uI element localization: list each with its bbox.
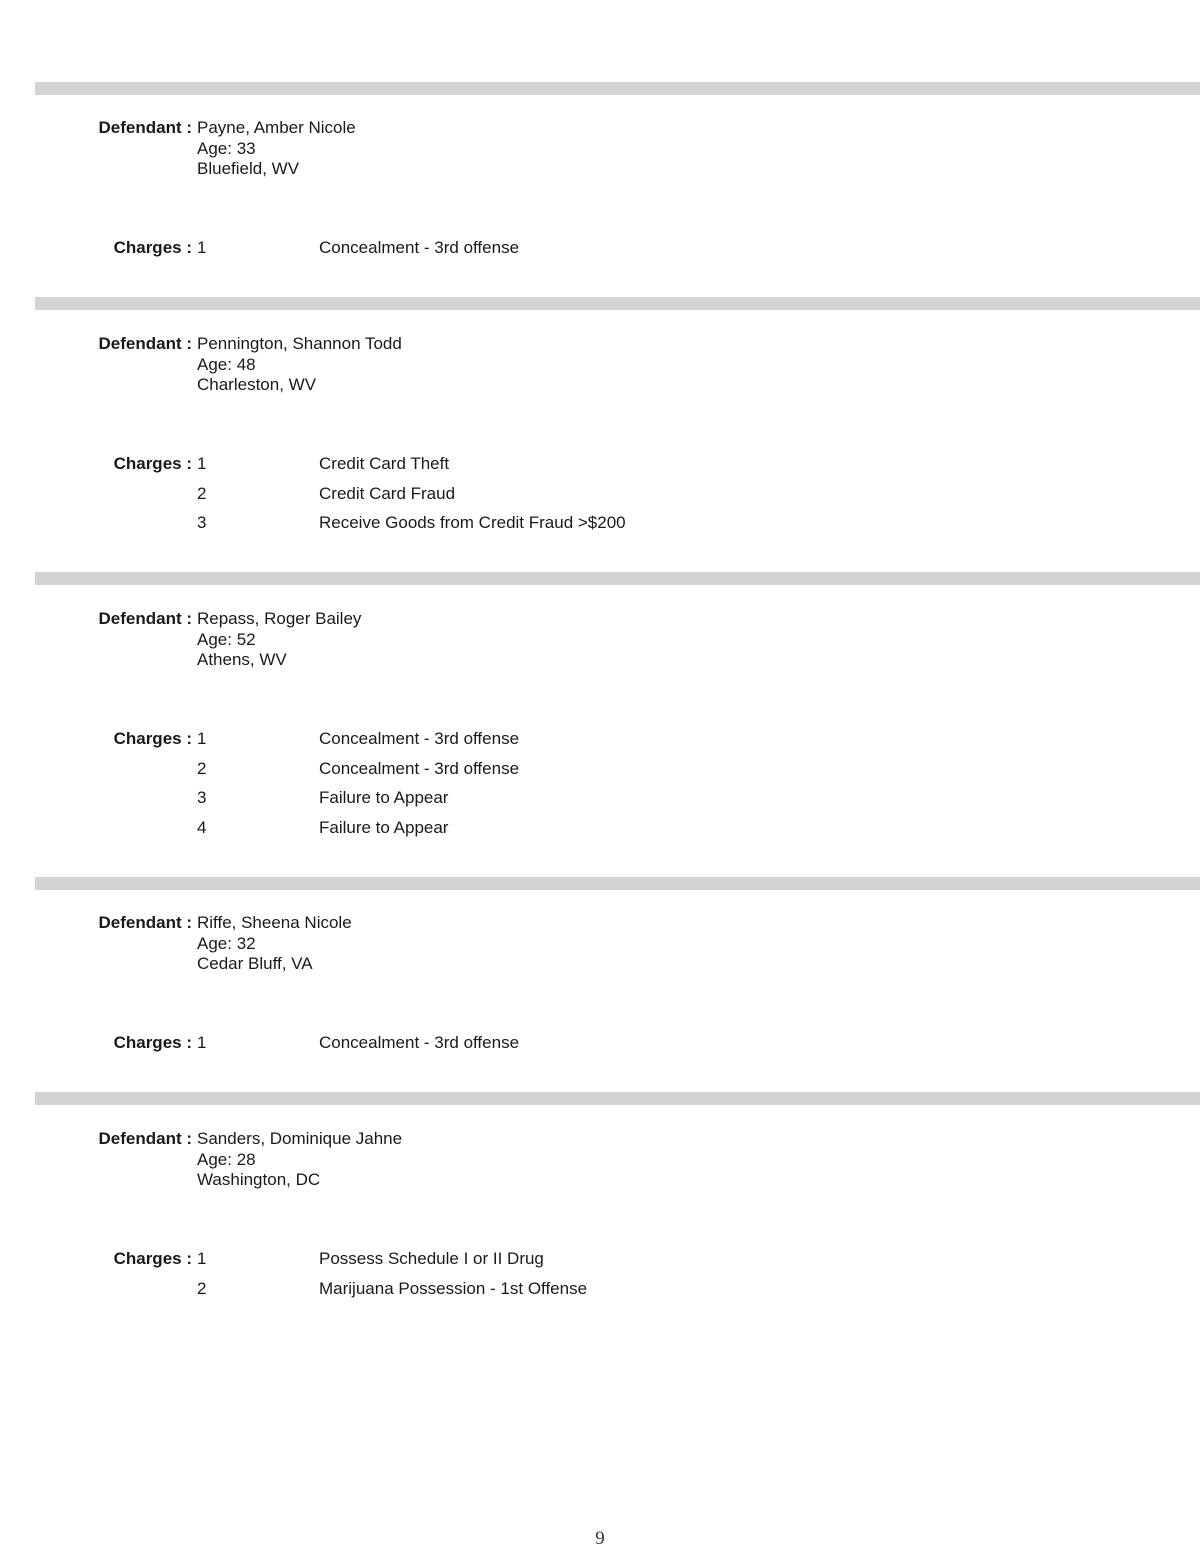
charge-description: Marijuana Possession - 1st Offense	[319, 1279, 588, 1298]
defendant-age: Age: 52	[197, 629, 256, 649]
charges-label: Charges :	[113, 454, 192, 473]
charge-number: 2	[197, 1279, 207, 1298]
record-divider	[35, 877, 1200, 890]
defendant-info	[197, 334, 402, 396]
charges-label: Charges :	[113, 729, 192, 748]
defendant-location: Washington, DC	[197, 1170, 321, 1189]
charge-number: 1	[197, 238, 207, 257]
record-divider	[35, 297, 1200, 310]
defendant-label: Defendant :	[98, 609, 192, 628]
charge-description: Concealment - 3rd offense	[319, 729, 520, 748]
charge-description: Credit Card Fraud	[319, 484, 456, 503]
record-divider	[35, 82, 1200, 95]
defendant-info	[197, 118, 356, 180]
charge-number: 2	[197, 484, 207, 503]
charge-description: Possess Schedule I or II Drug	[319, 1249, 544, 1268]
defendant-info	[197, 609, 361, 671]
charge-description: Failure to Appear	[319, 788, 449, 807]
defendant-info	[197, 913, 352, 975]
defendant-label: Defendant :	[98, 913, 192, 932]
charge-number: 1	[197, 1033, 207, 1052]
defendant-location: Bluefield, WV	[197, 159, 300, 178]
defendant-age: Age: 33	[197, 138, 256, 158]
charge-number: 1	[197, 1249, 207, 1268]
defendant-location: Cedar Bluff, VA	[197, 954, 313, 973]
defendant-name: Repass, Roger Bailey	[197, 609, 362, 628]
charges-label: Charges :	[113, 1033, 192, 1052]
charge-number: 3	[197, 513, 207, 532]
charge-description: Credit Card Theft	[319, 454, 450, 473]
charge-description: Concealment - 3rd offense	[319, 238, 520, 257]
charge-number: 1	[197, 729, 207, 748]
charge-number: 2	[197, 759, 207, 778]
defendant-name: Payne, Amber Nicole	[197, 118, 356, 137]
defendant-age: Age: 48	[197, 354, 256, 374]
charge-description: Failure to Appear	[319, 818, 449, 837]
charge-number: 1	[197, 454, 207, 473]
charges-label: Charges :	[113, 238, 192, 257]
defendant-label: Defendant :	[98, 118, 192, 137]
defendant-label: Defendant :	[98, 334, 192, 353]
charge-description: Concealment - 3rd offense	[319, 759, 520, 778]
charge-number: 4	[197, 818, 207, 837]
charges-label: Charges :	[113, 1249, 192, 1268]
charge-description: Concealment - 3rd offense	[319, 1033, 520, 1052]
defendant-location: Charleston, WV	[197, 375, 317, 394]
defendant-name: Riffe, Sheena Nicole	[197, 913, 352, 932]
record-divider	[35, 1092, 1200, 1105]
record-divider	[35, 572, 1200, 585]
defendant-age: Age: 32	[197, 933, 256, 953]
defendant-info	[197, 1129, 402, 1191]
charge-number: 3	[197, 788, 207, 807]
defendant-location: Athens, WV	[197, 650, 287, 669]
page-number: 9	[595, 1528, 605, 1549]
defendant-age: Age: 28	[197, 1149, 256, 1169]
defendant-name: Sanders, Dominique Jahne	[197, 1129, 403, 1148]
defendant-name: Pennington, Shannon Todd	[197, 334, 402, 353]
defendant-label: Defendant :	[98, 1129, 192, 1148]
charge-description: Receive Goods from Credit Fraud >$200	[319, 513, 626, 532]
